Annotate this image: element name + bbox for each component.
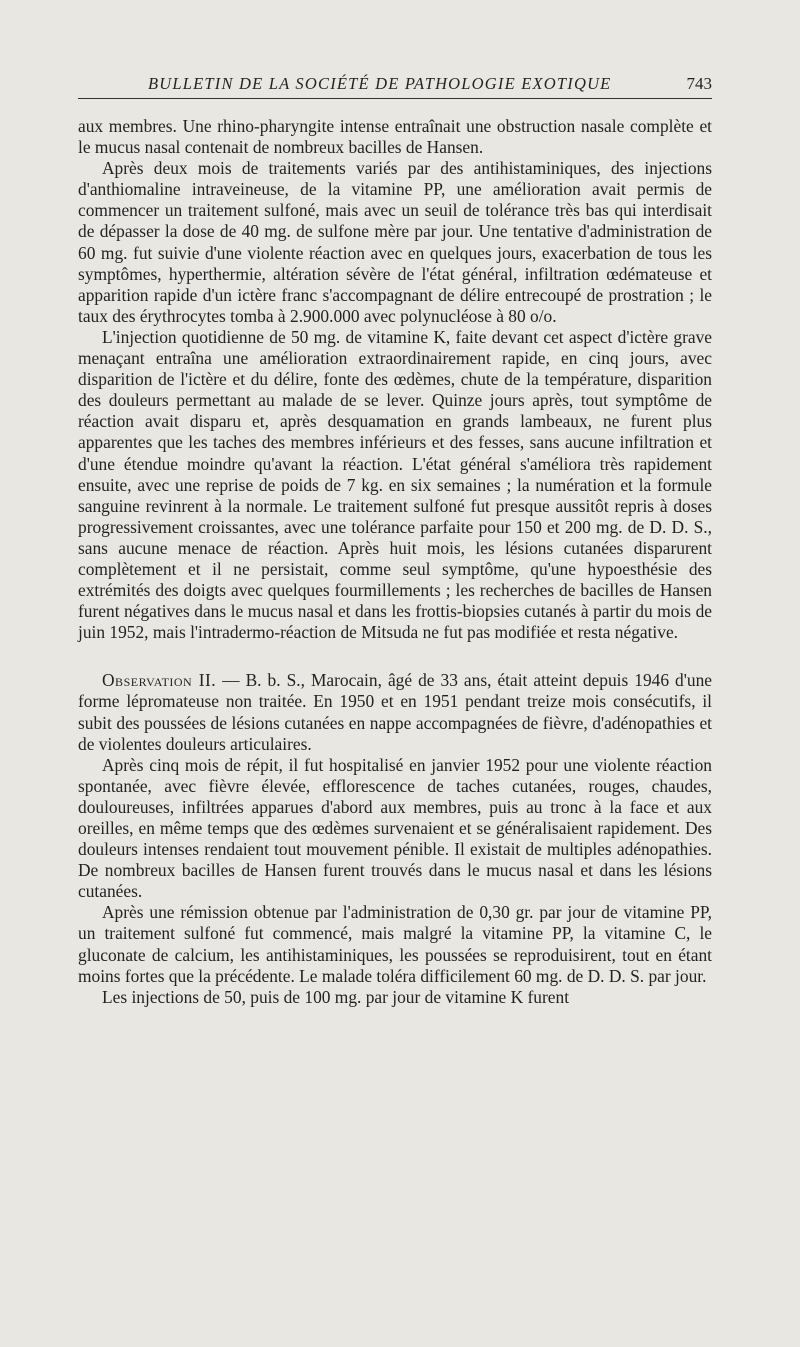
paragraph: Après une rémission obtenue par l'administration de 0,30 gr. par jour de vitamine PP, un traitement sulfoné fut commencé, mais malgré la vitamine PP, la vitamine C, le gluconate de calcium, les antihistaminiques, les poussées se reproduisirent, tout en étant moins fortes que la précédente. Le malade toléra difficilement 60 mg. de D. D. S. par jour.	[78, 902, 712, 986]
observation-text: — B. b. S., Marocain, âgé de 33 ans, était atteint depuis 1946 d'une forme lépromateuse non traitée. En 1950 et en 1951 pendant treize mois consécutifs, il subit des poussées de lésions cutanées en nappe accompagnées de fièvre, d'adénopathies et de violentes douleurs articulaires.	[78, 670, 712, 754]
page-number: 743	[686, 74, 712, 93]
observation-paragraph	[78, 670, 712, 754]
running-title: BULLETIN DE LA SOCIÉTÉ DE PATHOLOGIE EXOTIQUE	[148, 74, 612, 93]
observation-label: Observation II.	[102, 670, 217, 691]
paragraph: Après deux mois de traitements variés par des antihistaminiques, des injections d'anthiomaline intraveineuse, de la vitamine PP, une amélioration avait permis de commencer un traitement sulfoné, mais avec un seuil de tolérance très bas qui interdisait de dépasser la dose de 40 mg. de sulfone mère par jour. Une tentative d'administration de 60 mg. fut suivie d'une violente réaction avec en quelques jours, exacerbation de tous les symptômes, hyperthermie, altération sévère de l'état général, infiltration œdémateuse et apparition rapide d'un ictère franc s'accompagnant de délire entrecoupé de prostration ; le taux des érythrocytes tomba à 2.900.000 avec polynucléose à 80 o/o.	[78, 158, 712, 326]
article-body	[78, 116, 712, 1008]
paragraph: aux membres. Une rhino-pharyngite intense entraînait une obstruction nasale complète et le mucus nasal contenait de nombreux bacilles de Hansen.	[78, 116, 712, 158]
paragraph: Après cinq mois de répit, il fut hospitalisé en janvier 1952 pour une violente réaction spontanée, avec fièvre élevée, efflorescence de taches cutanées, rouges, chaudes, douloureuses, infiltrées apparues d'abord aux membres, puis au tronc à la face et aux oreilles, en même temps que des œdèmes survenaient et se généralisaient rapidement. Des douleurs intenses rendaient tout mouvement pénible. Il existait de multiples adénopathies. De nombreux bacilles de Hansen furent trouvés dans le mucus nasal et dans les lésions cutanées.	[78, 754, 712, 902]
paragraph: Les injections de 50, puis de 100 mg. par jour de vitamine K furent	[102, 986, 570, 1007]
page-header	[78, 72, 712, 99]
paragraph: L'injection quotidienne de 50 mg. de vitamine K, faite devant cet aspect d'ictère grave menaçant entraîna une amélioration extraordinairement rapide, en cinq jours, avec disparition de l'ictère et du délire, fonte des œdèmes, chute de la température, disparition des douleurs permettant au malade de se lever. Quinze jours après, tout symptôme de réaction avait disparu et, après desquamation en grands lambeaux, ne furent plus apparentes que les taches des membres inférieurs et des fesses, sans aucune infiltration et d'une étendue moindre qu'avant la réaction. L'état général s'améliora très rapidement ensuite, avec une reprise de poids de 7 kg. en six semaines ; la numération et la formule sanguine revinrent à la normale. Le traitement sulfoné fut presque aussitôt repris à doses progressivement croissantes, avec une tolérance parfaite pour 150 et 200 mg. de D. D. S., sans aucune menace de réaction. Après huit mois, les lésions cutanées disparurent complètement et il ne persistait, comme seul symptôme, qu'une hypoesthésie des extrémités des doigts avec quelques fourmillements ; les recherches de bacilles de Hansen furent négatives dans le mucus nasal et dans les frottis-biopsies cutanés à partir du mois de juin 1952, mais l'intradermo-réaction de Mitsuda ne fut pas modifiée et resta négative.	[78, 326, 712, 643]
